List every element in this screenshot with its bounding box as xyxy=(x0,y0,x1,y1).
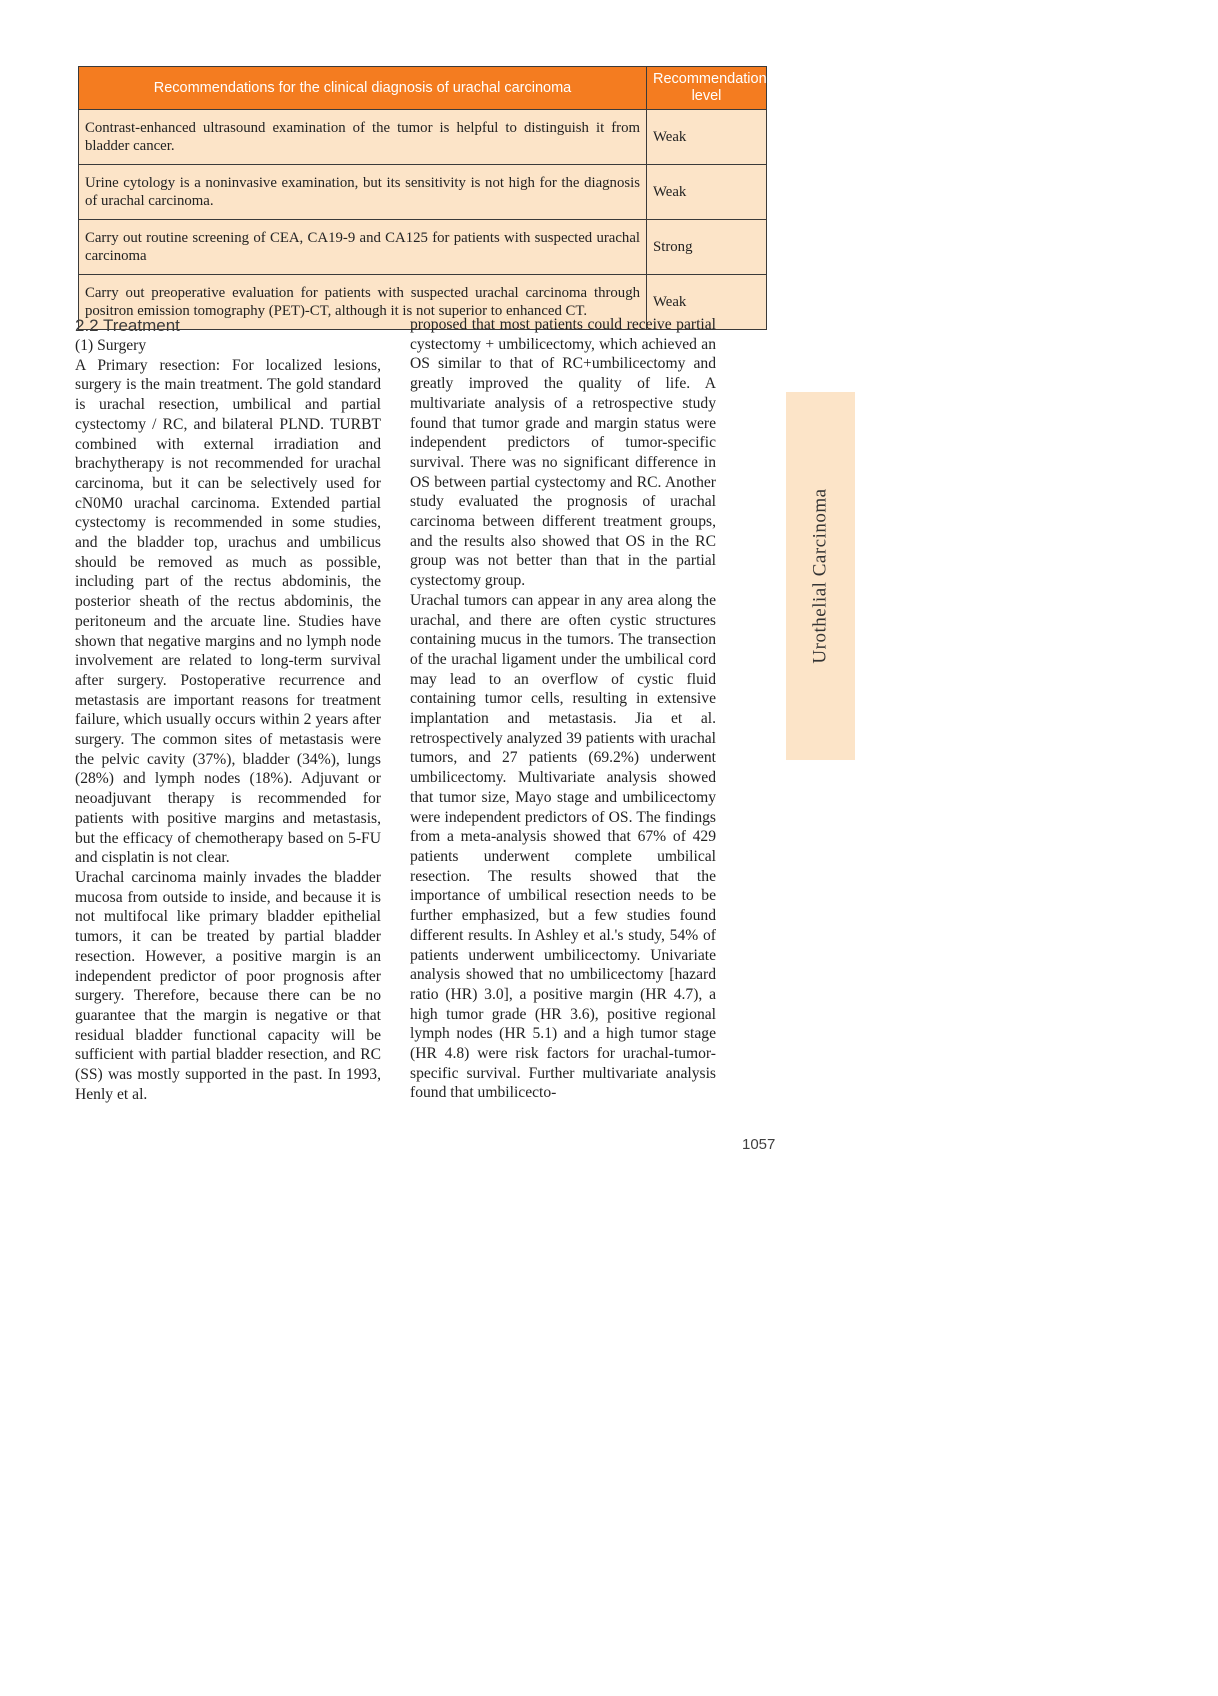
table-row xyxy=(79,165,767,220)
recommendation-text: Carry out preoperative evaluation for patients with suspected urachal carcinoma through positron emission tomography (PET)-CT, although it is not superior to enhanced CT. xyxy=(79,275,647,330)
recommendation-level: Weak xyxy=(647,110,767,165)
article-right-column xyxy=(410,315,716,1103)
subsection-heading: (1) Surgery xyxy=(75,337,147,354)
article-left-column xyxy=(75,315,381,1104)
table-header-row xyxy=(79,67,767,110)
table-header-recommendations: Recommendations for the clinical diagnosis of urachal carcinoma xyxy=(79,67,647,110)
body-paragraph: Urachal tumors can appear in any area along the urachal, and there are often cystic structures containing mucus in the tumors. The transection of the urachal ligament under the umbilical cord may lead to an overflow of cystic fluid containing tumor cells, resulting in extensive implantation and metastasis. Jia et al. retrospectively analyzed 39 patients with urachal tumors, and 27 patients (69.2%) underwent umbilicectomy. Multivariate analysis showed that tumor size, Mayo stage and umbilicectomy were independent predictors of OS. The findings from a meta-analysis showed that 67% of 429 patients underwent complete umbilical resection. The results showed that the importance of umbilical resection needs to be further emphasized, but a few studies found different results. In Ashley et al.'s study, 54% of patients underwent umbilicectomy. Univariate analysis showed that no umbilicectomy [hazard ratio (HR) 3.0], a positive margin (HR 4.7), a high tumor grade (HR 3.6), positive regional lymph nodes (HR 5.1) and a high tumor stage (HR 4.8) were risk factors for urachal-tumor-specific survival. Further multivariate analysis found that umbilicecto- xyxy=(410,591,716,1102)
body-paragraph: A Primary resection: For localized lesions, surgery is the main treatment. The gold standard is urachal resection, umbilical and partial cystectomy / RC, and bilateral PLND. TURBT combined with external irradiation and brachytherapy is not recommended for urachal carcinoma, but it can be selectively used for cN0M0 urachal carcinoma. Extended partial cystectomy is recommended in some studies, and the bladder top, urachus and umbilicus should be removed as much as possible, including part of the rectus abdominis, the posterior sheath of the rectus abdominis, the peritoneum and the arcuate line. Studies have shown that negative margins and no lymph node involvement are related to long-term survival after surgery. Postoperative recurrence and metastasis are important reasons for treatment failure, which usually occurs within 2 years after surgery. The common sites of metastasis were the pelvic cavity (37%), bladder (34%), lungs (28%) and lymph nodes (18%). Adjuvant or neoadjuvant therapy is recommended for patients with positive margins and metastasis, but the efficacy of chemotherapy based on 5-FU and cisplatin is not clear. xyxy=(75,356,381,867)
recommendation-text: Urine cytology is a noninvasive examination, but its sensitivity is not high for the diagnosis of urachal carcinoma. xyxy=(79,165,647,220)
section-heading: 2.2 Treatment xyxy=(75,316,180,335)
table-row xyxy=(79,220,767,275)
chapter-sidebar-band xyxy=(786,392,855,760)
table-row xyxy=(79,110,767,165)
recommendation-level: Weak xyxy=(647,275,767,330)
table-header-level: Recommendation level xyxy=(647,67,767,110)
recommendation-level: Weak xyxy=(647,165,767,220)
page-number: 1057 xyxy=(742,1136,776,1153)
recommendation-text: Carry out routine screening of CEA, CA19-9 and CA125 for patients with suspected urachal carcinoma xyxy=(79,220,647,275)
table-body xyxy=(79,110,767,330)
recommendations-table xyxy=(78,66,767,330)
body-paragraph: Urachal carcinoma mainly invades the bladder mucosa from outside to inside, and because it is not multifocal like primary bladder epithelial tumors, it can be treated by partial bladder resection. However, a positive margin is an independent predictor of poor prognosis after surgery. Therefore, because there can be no guarantee that the margin is negative or that residual bladder functional capacity will be sufficient with partial bladder resection, and RC (SS) was mostly supported in the past. In 1993, Henly et al. xyxy=(75,868,381,1103)
chapter-sidebar-label: Urothelial Carcinoma xyxy=(809,488,831,664)
recommendation-level: Strong xyxy=(647,220,767,275)
body-paragraph: proposed that most patients could receive partial cystectomy + umbilicectomy, which achieved an OS similar to that of RC+umbilicectomy and greatly improved the quality of life. A multivariate analysis of a retrospective study found that tumor grade and margin status were independent predictors of tumor-specific survival. There was no significant difference in OS between partial cystectomy and RC. Another study evaluated the prognosis of urachal carcinoma between different treatment groups, and the results also showed that OS in the RC group was not better than that in the partial cystectomy group. xyxy=(410,316,716,590)
recommendation-text: Contrast-enhanced ultrasound examination of the tumor is helpful to distinguish it from bladder cancer. xyxy=(79,110,647,165)
